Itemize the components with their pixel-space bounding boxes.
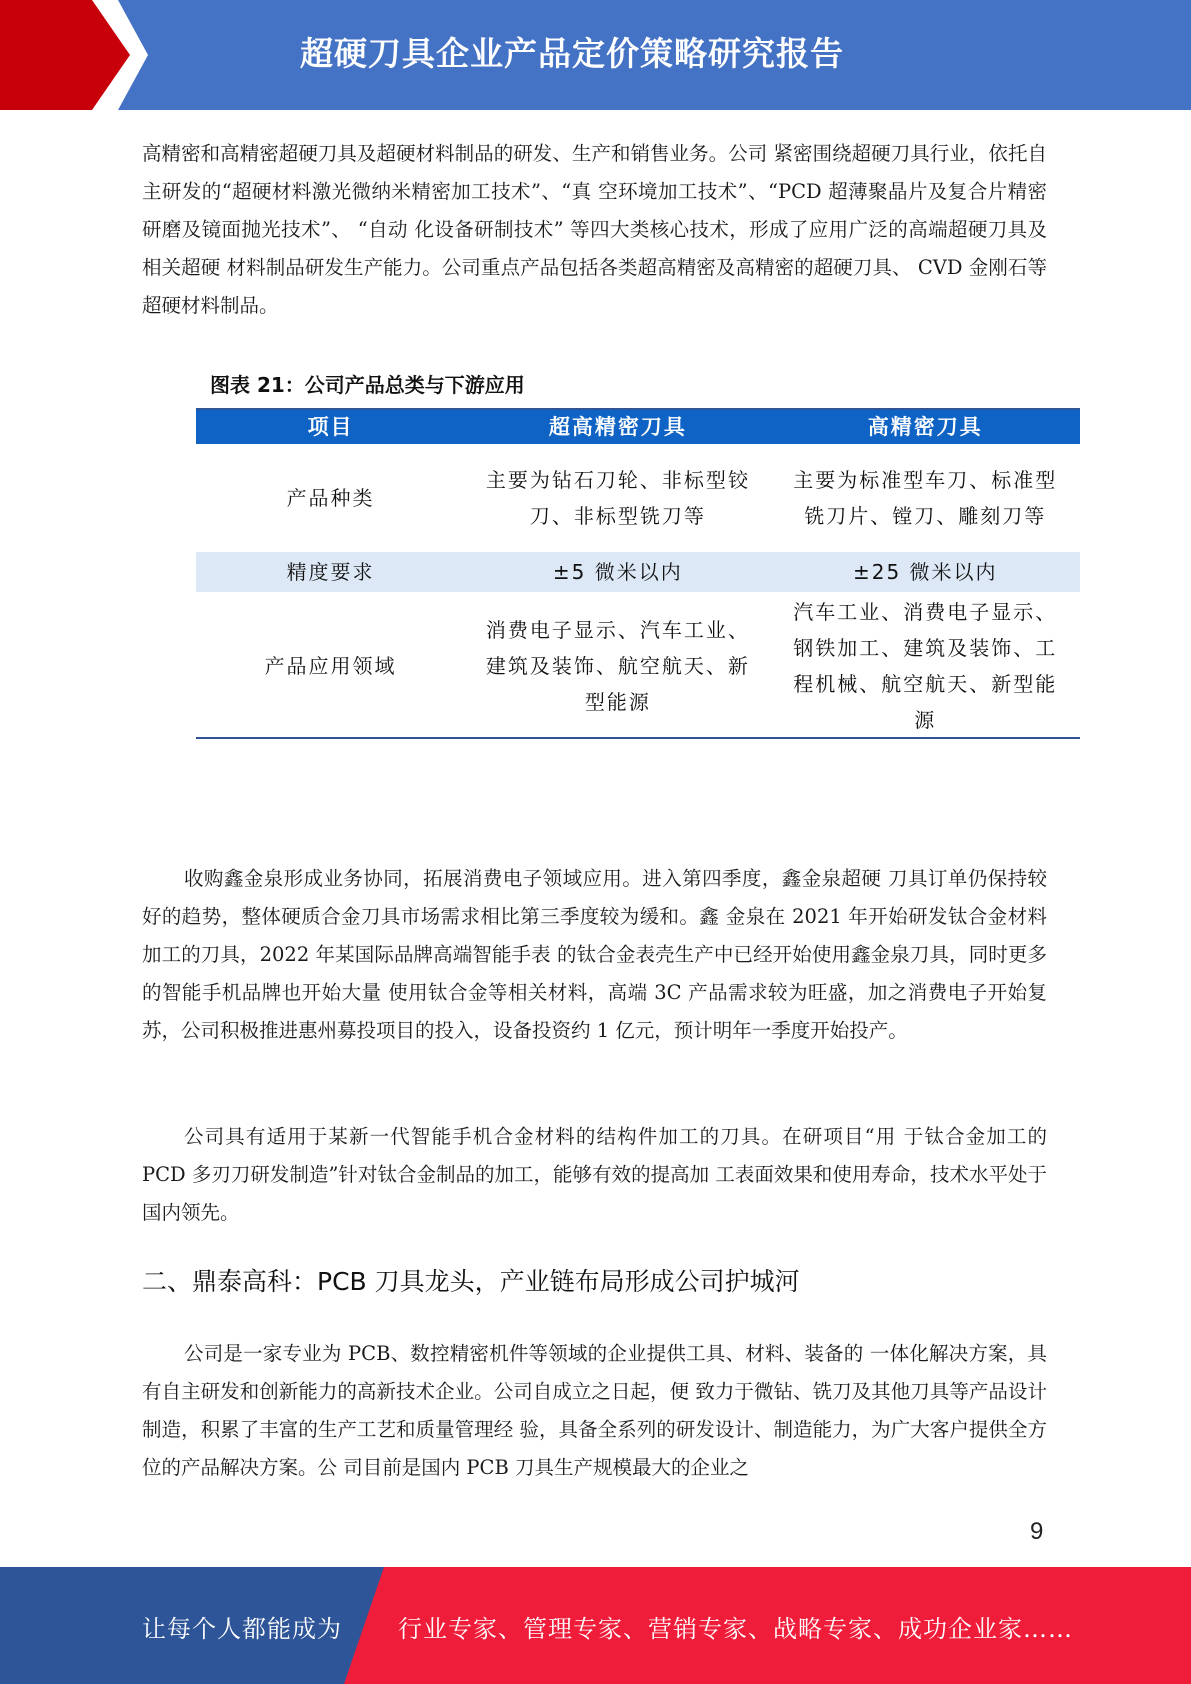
page-number: 9 xyxy=(1030,1518,1044,1545)
product-category-table xyxy=(196,408,1080,740)
table-cell: 产品种类 xyxy=(286,486,375,510)
figure-caption: 图表 21：公司产品总类与下游应用 xyxy=(210,373,525,397)
footer-slogan-left: 让每个人都能成为 xyxy=(142,1615,342,1643)
table-cell: 主要为钻石刀轮、非标型铰刀、非标型铣刀等 xyxy=(485,468,750,528)
table-cell: ±25 微米以内 xyxy=(771,552,1080,592)
table-cell: 汽车工业、消费电子显示、钢铁加工、建筑及装饰、工程机械、航空航天、新型能源 xyxy=(793,600,1058,732)
body-paragraph-4: 公司是一家专业为 PCB、数控精密机件等领域的企业提供工具、材料、装备的 一体化解决方案，具有自主研发和创新能力的高新技术企业。公司自成立之日起，便 致力于微钻、铣刀及其他刀具等产品设计制造，积累了丰富的生产工艺和质量管理经 验，具备全系列的研发设计、制造能力，为广大客户提供全方位的产品解决方案。公 司目前是国内 PCB 刀具生产规模最大的企业之 xyxy=(142,1342,1047,1479)
table-header-row xyxy=(196,408,1080,444)
table-row xyxy=(196,552,1080,592)
table-top-rule xyxy=(196,408,1080,410)
section-heading: 二、鼎泰高科：PCB 刀具龙头，产业链布局形成公司护城河 xyxy=(142,1267,800,1296)
table-header-ultra-precision: 超高精密刀具 xyxy=(465,408,770,444)
table-header-high-precision: 高精密刀具 xyxy=(771,408,1080,444)
body-paragraph-1: 高精密和高精密超硬刀具及超硬材料制品的研发、生产和销售业务。公司 紧密围绕超硬刀具行业，依托自主研发的“超硬材料激光微纳米精密加工技术”、“真 空环境加工技术”、“PCD 超薄聚晶片及复合片精密研磨及镜面抛光技术”、 “自动 化设备研制技术” 等四大类核心技术，形成了应用广泛的高端超硬刀具及相关超硬 材料制品研发生产能力。公司重点产品包括各类超高精密及高精密的超硬刀具、 CVD 金刚石等超硬材料制品。 xyxy=(142,142,1047,317)
table-cell: 消费电子显示、汽车工业、建筑及装饰、航空航天、新型能源 xyxy=(485,618,750,714)
report-title: 超硬刀具企业产品定价策略研究报告 xyxy=(300,34,844,73)
table-bottom-rule xyxy=(196,737,1080,739)
body-paragraph-3: 公司具有适用于某新一代智能手机合金材料的结构件加工的刀具。在研项目“用 于钛合金加工的 PCD 多刃刀研发制造”针对钛合金制品的加工，能够有效的提高加 工表面效果和使用寿命，技术水平处于国内领先。 xyxy=(142,1125,1047,1224)
table-row xyxy=(196,592,1080,740)
table-row xyxy=(196,444,1080,552)
table-cell: ±5 微米以内 xyxy=(465,552,770,592)
footer-slogan-right: 行业专家、管理专家、营销专家、战略专家、成功企业家…… xyxy=(398,1615,1073,1643)
table-header-item: 项目 xyxy=(196,408,465,444)
table-cell: 产品应用领域 xyxy=(264,654,397,678)
footer-banner xyxy=(0,1567,1191,1684)
header-banner xyxy=(0,0,1191,110)
body-paragraph-2: 收购鑫金泉形成业务协同，拓展消费电子领域应用。进入第四季度，鑫金泉超硬 刀具订单仍保持较好的趋势，整体硬质合金刀具市场需求相比第三季度较为缓和。鑫 金泉在 2021 年开始研发钛合金材料加工的刀具，2022 年某国际品牌高端智能手表 的钛合金表壳生产中已经开始使用鑫金泉刀具，同时更多的智能手机品牌也开始大量 使用钛合金等相关材料，高端 3C 产品需求较为旺盛，加之消费电子开始复苏，公司积极推进惠州募投项目的投入，设备投资约 1 亿元，预计明年一季度开始投产。 xyxy=(142,867,1047,1042)
table-cell: 主要为标准型车刀、标准型铣刀片、镗刀、雕刻刀等 xyxy=(793,468,1058,528)
table-cell: 精度要求 xyxy=(196,552,465,592)
